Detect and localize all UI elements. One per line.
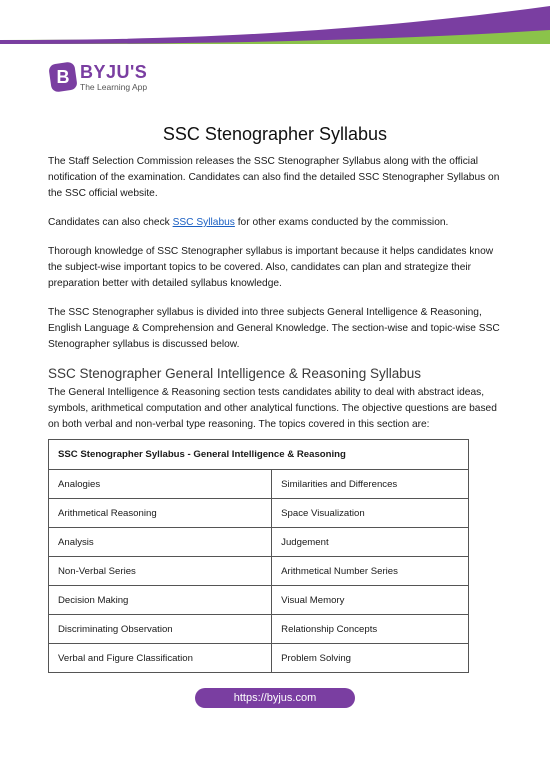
table-cell: Analysis [49, 528, 272, 557]
table-cell: Problem Solving [272, 644, 469, 673]
section-intro: The General Intelligence & Reasoning section tests candidates ability to deal with abstract ideas, symbols, arithmetical computation and other analytical functions. The objective questions are based on both verbal and non-verbal type reasoning. The topics covered in this section are: [48, 387, 497, 430]
table-row [49, 586, 469, 615]
logo-letter: B [56, 67, 70, 87]
section-heading: SSC Stenographer General Intelligence & Reasoning Syllabus [48, 366, 421, 381]
footer-url-link[interactable]: https://byjus.com [195, 688, 355, 708]
subjects-paragraph: The SSC Stenographer syllabus is divided into three subjects General Intelligence & Reasoning, English Language & Comprehension and General Knowledge. The section-wise and topic-wise SSC Stenographer syllabus is discussed below. [48, 307, 500, 350]
byjus-logo[interactable] [50, 63, 150, 97]
top-decorative-band [0, 0, 550, 48]
table-row [49, 557, 469, 586]
syllabus-table [48, 439, 469, 673]
table-cell: Non-Verbal Series [49, 557, 272, 586]
table-row [49, 615, 469, 644]
table-cell: Similarities and Differences [272, 470, 469, 499]
table-cell: Analogies [49, 470, 272, 499]
document-content [48, 124, 502, 673]
link-paragraph-prefix: Candidates can also check [48, 217, 173, 228]
table-cell: Verbal and Figure Classification [49, 644, 272, 673]
intro-paragraph: The Staff Selection Commission releases the SSC Stenographer Syllabus along with the official notification of the examination. Candidates can also find the detailed SSC Stenographer Syllabus on the SSC official website. [48, 156, 500, 199]
table-cell: Visual Memory [272, 586, 469, 615]
table-row [49, 644, 469, 673]
table-cell: Discriminating Observation [49, 615, 272, 644]
syllabus-link-paragraph [48, 215, 502, 231]
ssc-syllabus-link[interactable]: SSC Syllabus [172, 217, 235, 228]
table-header: SSC Stenographer Syllabus - General Intelligence & Reasoning [49, 440, 469, 470]
table-cell: Arithmetical Reasoning [49, 499, 272, 528]
table-row [49, 528, 469, 557]
table-cell: Judgement [272, 528, 469, 557]
table-cell: Space Visualization [272, 499, 469, 528]
importance-paragraph: Thorough knowledge of SSC Stenographer syllabus is important because it helps candidates know the subject-wise important topics to be covered. Also, candidates can plan and strategize their preparation better with detailed syllabus knowledge. [48, 246, 494, 289]
table-header-row [49, 440, 469, 470]
page-title: SSC Stenographer Syllabus [162, 124, 388, 144]
table-cell: Relationship Concepts [272, 615, 469, 644]
brand-tagline: The Learning App [80, 82, 148, 92]
brand-name: BYJU'S [80, 62, 148, 82]
table-cell: Decision Making [49, 586, 272, 615]
table-cell: Arithmetical Number Series [272, 557, 469, 586]
table-row [49, 499, 469, 528]
link-paragraph-suffix: for other exams conducted by the commission. [234, 217, 449, 228]
table-row [49, 470, 469, 499]
